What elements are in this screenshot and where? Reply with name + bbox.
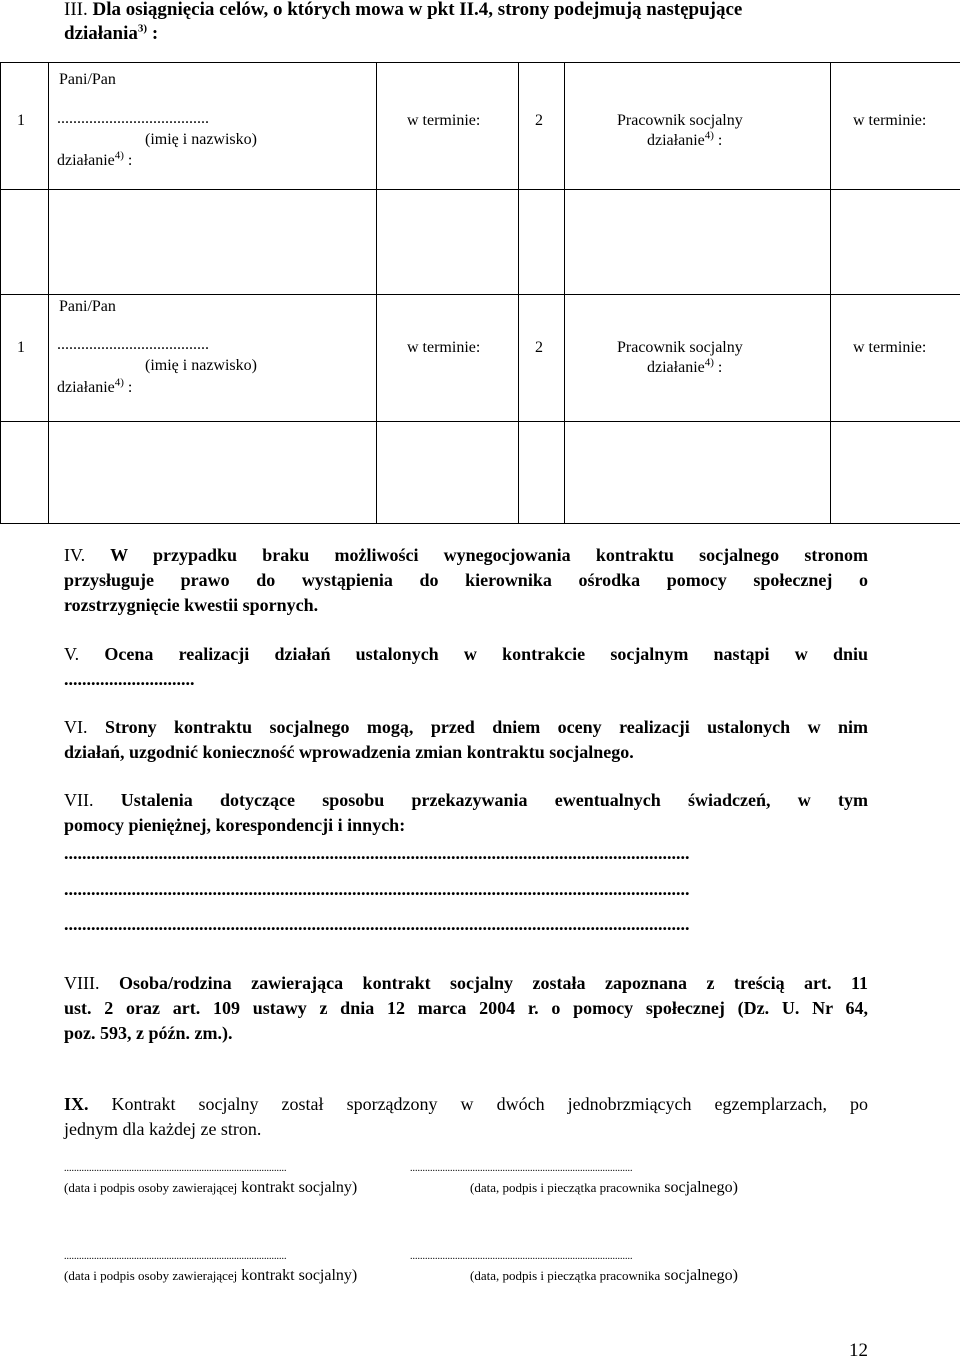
person-title: Pani/Pan bbox=[59, 298, 116, 315]
deadline-label: w terminie: bbox=[853, 339, 927, 356]
worker-action-label: działanie$^{4)}$ : bbox=[647, 356, 723, 376]
name-caption: (imię i nazwisko) bbox=[145, 357, 257, 374]
worker-title: Pracownik socjalny bbox=[617, 112, 743, 129]
dotted-line: ........................................................................................................................................... bbox=[64, 914, 690, 934]
section-3-heading-line1: Dla osiągnięcia celów, o których mowa w pkt II.4, strony podejmują następujące bbox=[92, 0, 743, 20]
table-cell-blank bbox=[49, 190, 377, 295]
worker-action-label: działanie$^{4)}$ : bbox=[647, 129, 723, 149]
dotted-line: ........................................................................................................................................... bbox=[64, 879, 690, 899]
table-cell-number bbox=[519, 63, 565, 190]
actions-table bbox=[0, 62, 960, 524]
table-row bbox=[1, 422, 960, 524]
page-number: 12 bbox=[849, 1340, 868, 1361]
table-cell-number bbox=[1, 295, 49, 422]
table-cell-blank bbox=[565, 190, 831, 295]
footnote-ref: 3) bbox=[137, 22, 148, 35]
section-5-number: V. bbox=[64, 644, 80, 664]
name-caption: (imię i nazwisko) bbox=[145, 131, 257, 148]
signature-line-left: ......................................................................................... bbox=[64, 1252, 287, 1262]
signature-line-left: ......................................................................................... bbox=[64, 1164, 287, 1174]
table-cell-worker bbox=[565, 295, 831, 422]
person-action-label: działanie$^{4)}$ : bbox=[57, 376, 133, 396]
table-cell-deadline bbox=[377, 295, 519, 422]
table-cell-number bbox=[519, 295, 565, 422]
section-4: IV. W przypadku braku możliwości wynegocjowania kontraktu socjalnego stronom przysługuje prawo do wystąpienia do kierownika ośrodka pomocy społecznej o rozstrzygnięcie kwestii spornych. bbox=[64, 545, 868, 615]
row-number: 2 bbox=[535, 112, 543, 129]
signature-label-worker: (data, podpis i pieczątka pracownika socjalnego) bbox=[470, 1267, 738, 1284]
section-3-number: III. bbox=[64, 0, 88, 20]
table-row bbox=[1, 295, 960, 422]
table-cell-deadline bbox=[377, 63, 519, 190]
table-cell-blank bbox=[831, 422, 960, 524]
table-cell-blank bbox=[377, 190, 519, 295]
section-7: VII. Ustalenia dotyczące sposobu przekazywania ewentualnych świadczeń, w tym pomocy pieniężnej, korespondencji i innych: bbox=[64, 790, 869, 835]
section-4-number: IV. bbox=[64, 545, 86, 565]
deadline-label: w terminie: bbox=[407, 112, 481, 129]
name-dots: ...................................... bbox=[57, 110, 209, 127]
table-cell-blank bbox=[1, 422, 49, 524]
section-5: V. Ocena realizacji działań ustalonych w kontrakcie socjalnym nastąpi w dniu ............................. bbox=[64, 644, 868, 689]
section-3-heading-line2: działania bbox=[64, 23, 138, 44]
table-cell-person bbox=[49, 63, 377, 190]
section-3-heading: III. Dla osiągnięcia celów, o których mowa w pkt II.4, strony podejmują następujące działania$^{3)}$ : bbox=[64, 0, 743, 44]
table-cell-deadline bbox=[831, 63, 960, 190]
table-cell-blank bbox=[1, 190, 49, 295]
person-action-label: działanie$^{4)}$ : bbox=[57, 149, 133, 169]
section-8: VIII. Osoba/rodzina zawierająca kontrakt socjalny została zapoznana z treścią art. 11 ust. 2 oraz art. 109 ustawy z dnia 12 marca 2004 r. o pomocy społecznej (Dz. U. Nr 64, poz. 593, z późn. zm.). bbox=[64, 973, 869, 1043]
table-cell-deadline bbox=[831, 295, 960, 422]
signature-label-client: (data i podpis osoby zawierającej kontrakt socjalny) bbox=[64, 1267, 358, 1284]
table-cell-blank bbox=[49, 422, 377, 524]
table-cell-worker bbox=[565, 63, 831, 190]
section-9: IX. Kontrakt socjalny został sporządzony w dwóch jednobrzmiących egzemplarzach, po jednym dla każdej ze stron. bbox=[64, 1094, 869, 1139]
table-cell-blank bbox=[831, 190, 960, 295]
signature-label-client: (data i podpis osoby zawierającej kontrakt socjalny) bbox=[64, 1179, 358, 1196]
table-cell-blank bbox=[519, 422, 565, 524]
person-title: Pani/Pan bbox=[59, 71, 116, 88]
section-6-number: VI. bbox=[64, 717, 88, 737]
dotted-line: ........................................................................................................................................... bbox=[64, 843, 690, 863]
deadline-label: w terminie: bbox=[853, 112, 927, 129]
row-number: 1 bbox=[17, 339, 25, 356]
row-number: 1 bbox=[17, 112, 25, 129]
section-8-number: VIII. bbox=[64, 973, 100, 993]
table-cell-blank bbox=[519, 190, 565, 295]
table-cell-person bbox=[49, 295, 377, 422]
row-number: 2 bbox=[535, 339, 543, 356]
signature-label-worker: (data, podpis i pieczątka pracownika socjalnego) bbox=[470, 1179, 738, 1196]
name-dots: ...................................... bbox=[57, 336, 209, 353]
table-cell-number bbox=[1, 63, 49, 190]
signature-line-right: ......................................................................................... bbox=[410, 1252, 633, 1262]
table-row bbox=[1, 63, 960, 190]
signature-line-right: ......................................................................................... bbox=[410, 1164, 633, 1174]
table-row bbox=[1, 190, 960, 295]
worker-title: Pracownik socjalny bbox=[617, 339, 743, 356]
section-7-number: VII. bbox=[64, 790, 94, 810]
table-cell-blank bbox=[565, 422, 831, 524]
section-6: VI. Strony kontraktu socjalnego mogą, przed dniem oceny realizacji ustalonych w nim działań, uzgodnić konieczność wprowadzenia zmian kontraktu socjalnego. bbox=[64, 717, 869, 762]
section-9-number: IX. bbox=[64, 1094, 89, 1114]
table-cell-blank bbox=[377, 422, 519, 524]
deadline-label: w terminie: bbox=[407, 339, 481, 356]
